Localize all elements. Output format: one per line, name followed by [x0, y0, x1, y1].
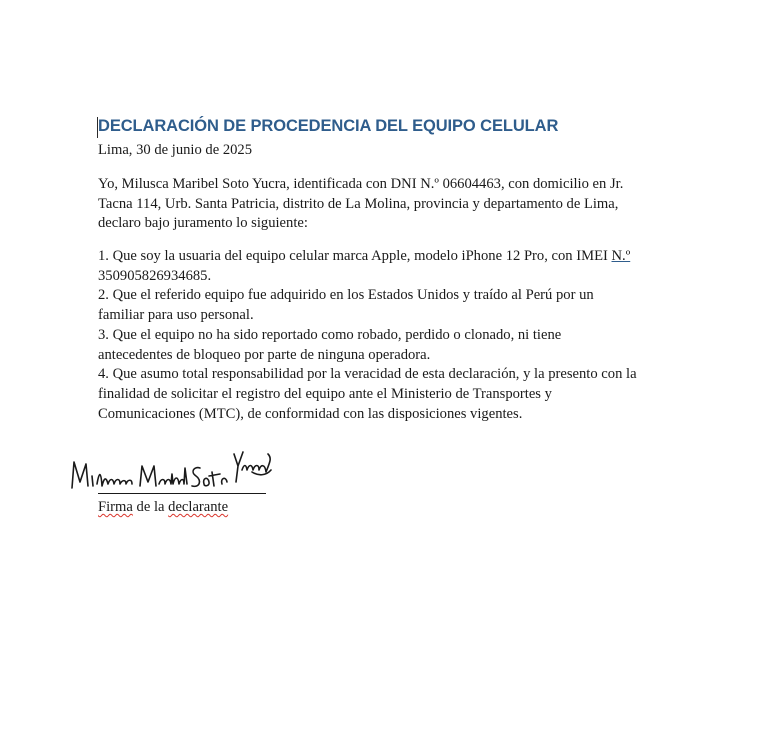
item-1-line	[98, 247, 688, 267]
intro-line: Tacna 114, Urb. Santa Patricia, distrito de La Molina, provincia y departamento de Lima,	[98, 195, 619, 212]
intro-line: Yo, Milusca Maribel Soto Yucra, identificada con DNI N.º 06604463, con domicilio en Jr.	[98, 176, 624, 192]
signature-label	[98, 499, 228, 516]
declaration-items	[98, 247, 688, 424]
intro-paragraph	[98, 175, 688, 234]
item-2-line: 2. Que el referido equipo fue adquirido en los Estados Unidos y traído al Perú por un	[98, 287, 594, 304]
item-1-text: 1. Que soy la usuaria del equipo celular marca Apple, modelo iPhone 12 Pro, con IMEI	[98, 248, 612, 264]
item-2-line: familiar para uso personal.	[98, 307, 254, 324]
signature-drawing	[66, 432, 276, 496]
date-line: Lima, 30 de junio de 2025	[98, 142, 253, 158]
signature-line	[98, 493, 266, 494]
item-1-line: 350905826934685.	[98, 267, 212, 284]
item-3-line: 3. Que el equipo no ha sido reportado como robado, perdido o clonado, ni tiene	[98, 326, 562, 343]
signature-label-word: Firma	[98, 499, 133, 515]
item-4-line: 4. Que asumo total responsabilidad por la veracidad de esta declaración, y la presento con la	[98, 366, 637, 383]
item-4-line: Comunicaciones (MTC), de conformidad con las disposiciones vigentes.	[98, 405, 523, 422]
signature-label-word: declarante	[168, 499, 229, 515]
item-4-line: finalidad de solicitar el registro del equipo ante el Ministerio de Transportes y	[98, 385, 552, 402]
handwritten-signature	[66, 432, 276, 496]
signature-label-word: de la	[132, 499, 169, 515]
document-title: DECLARACIÓN DE PROCEDENCIA DEL EQUIPO CELULAR	[98, 117, 559, 135]
item-3-line: antecedentes de bloqueo por parte de ninguna operadora.	[98, 346, 431, 363]
intro-line: declaro bajo juramento lo siguiente:	[98, 215, 308, 232]
imei-abbrev: N.º	[611, 248, 631, 264]
